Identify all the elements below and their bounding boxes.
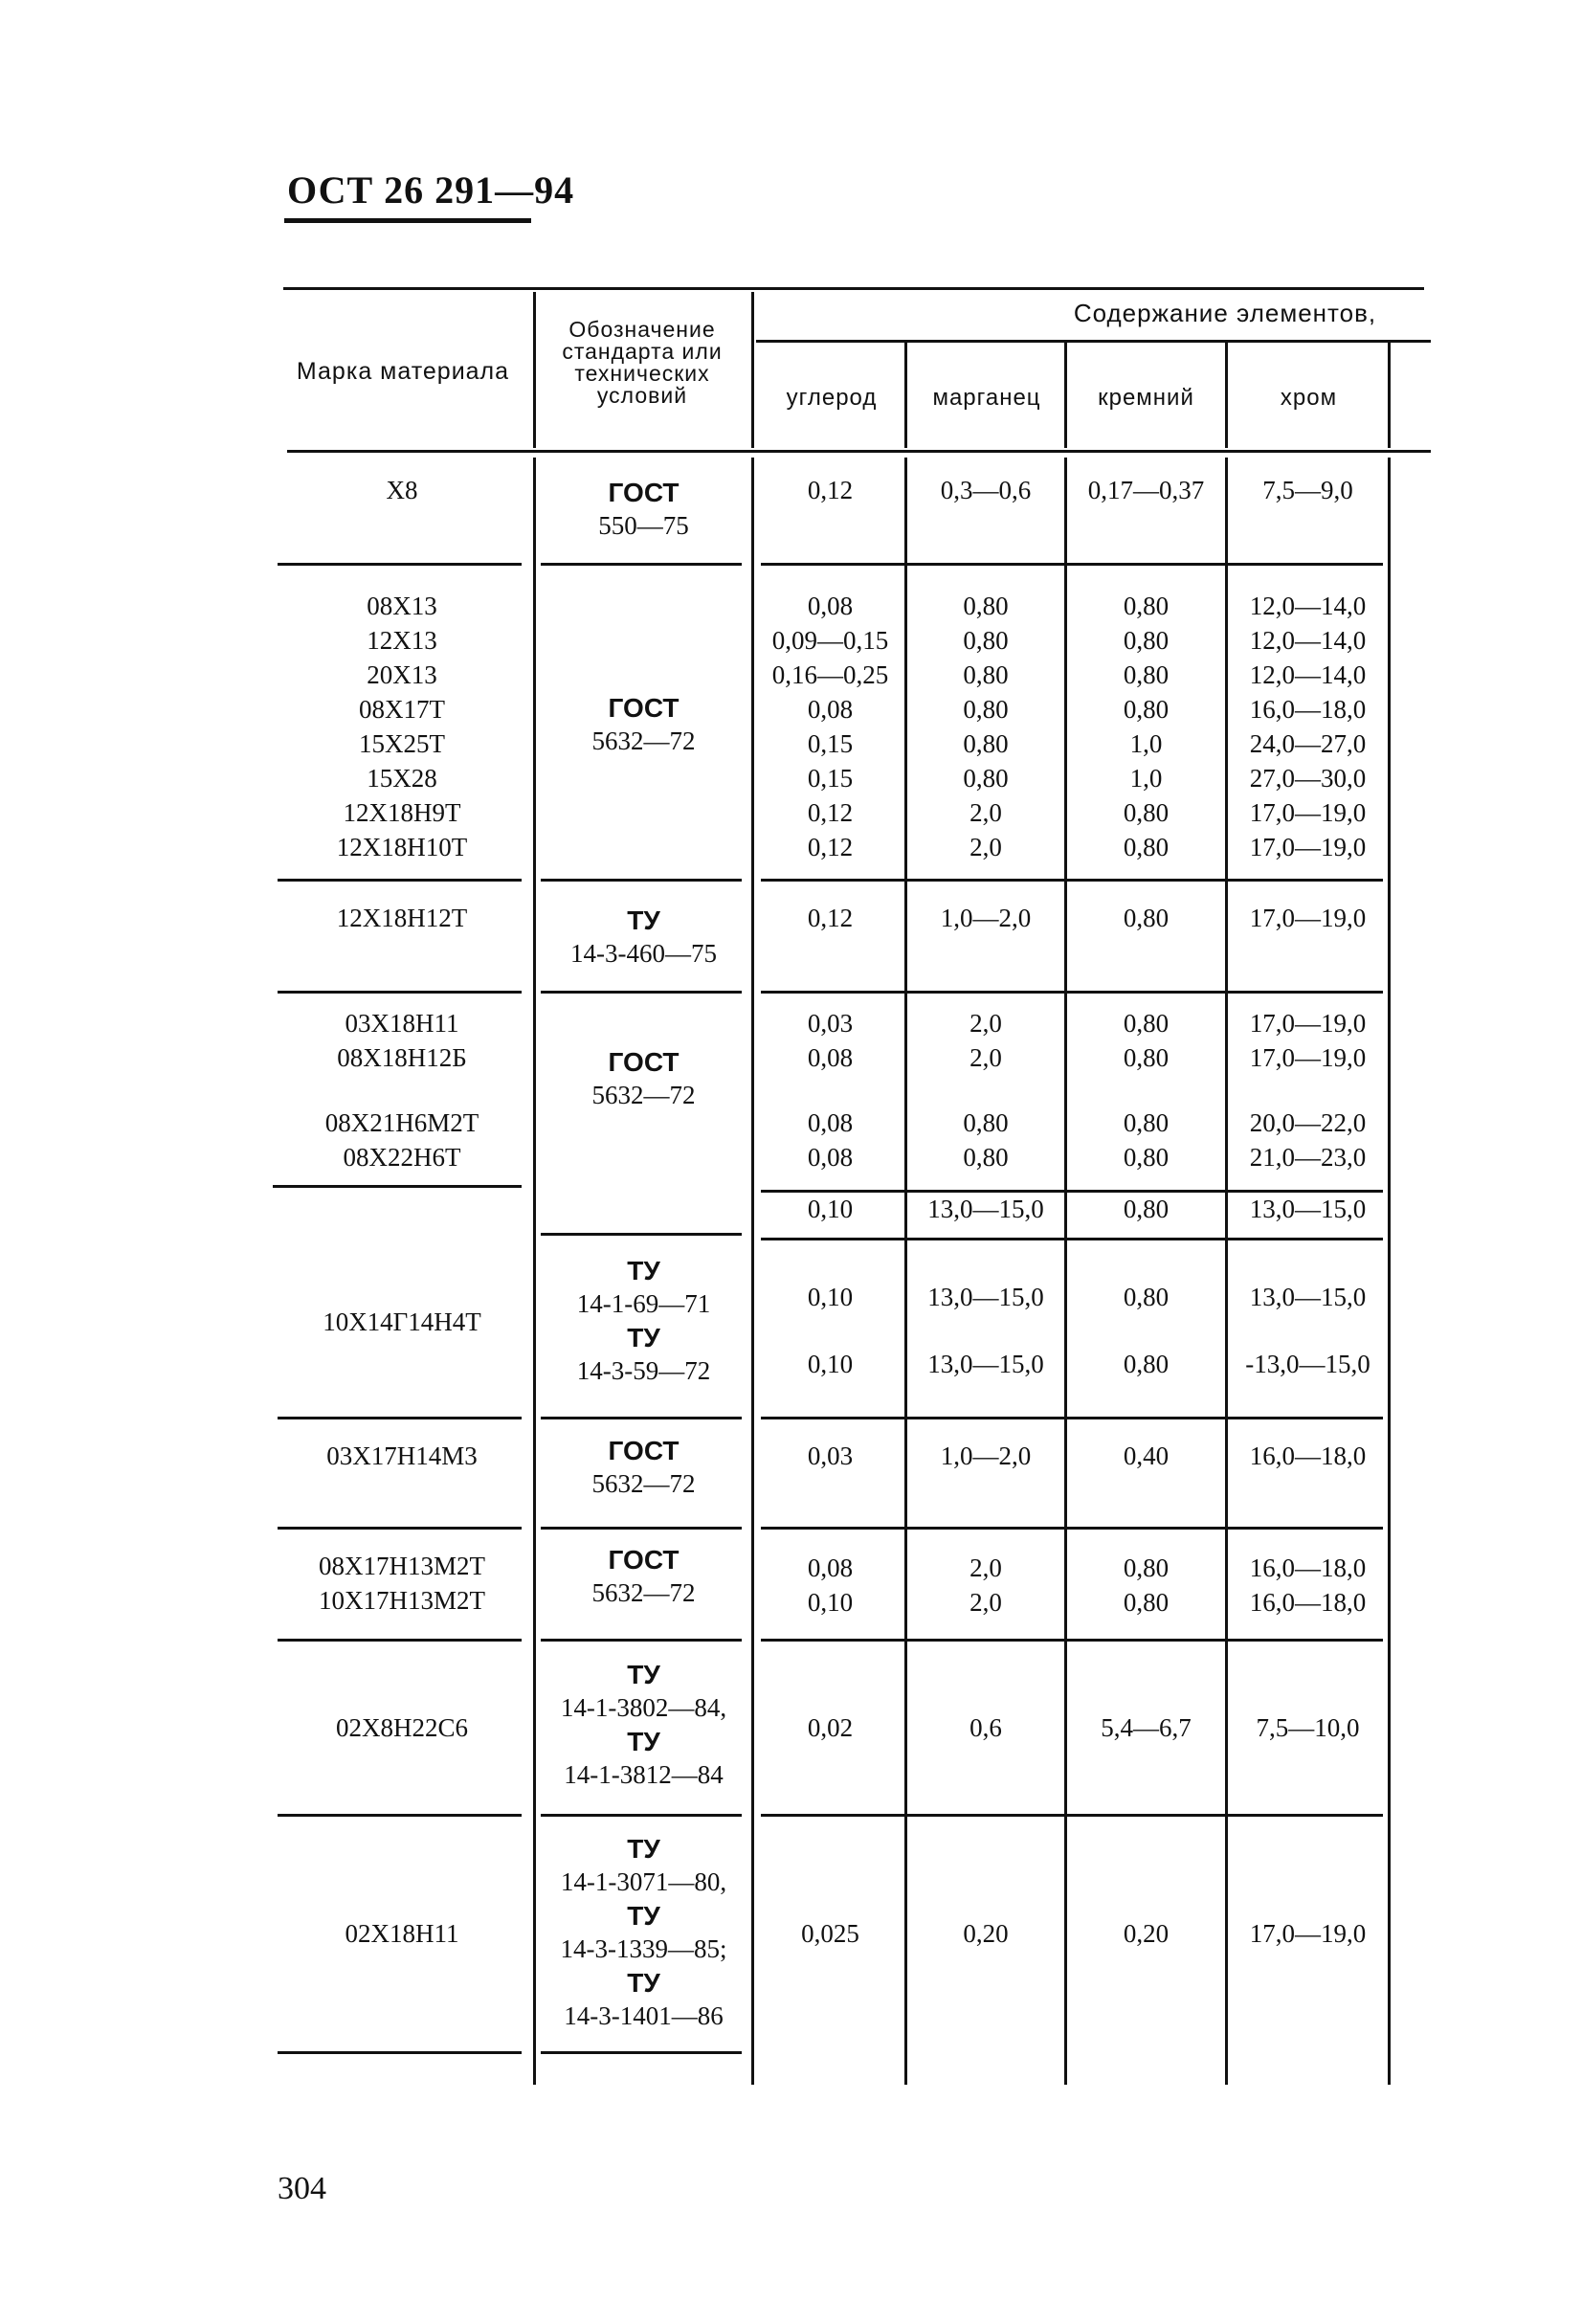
carbon-value: 0,08 [807, 1553, 854, 1582]
carbon-column [756, 1006, 904, 1174]
manganese-value: 2,0 [969, 1588, 1002, 1617]
material-grade: 12Х18Н12Т [336, 904, 468, 932]
group-rule [761, 1417, 1383, 1419]
silicon-value: 0,80 [1123, 1009, 1170, 1038]
carbon-value: 0,08 [807, 592, 854, 620]
chromium-value: 12,0—14,0 [1249, 592, 1367, 620]
group-rule [278, 1417, 522, 1419]
manganese-column [907, 589, 1064, 864]
carbon-value: 0,09—0,15 [771, 626, 889, 655]
group-rule [761, 1639, 1383, 1642]
manganese-value: 13,0—15,0 [927, 1350, 1044, 1378]
chromium-value: 16,0—18,0 [1249, 1441, 1367, 1470]
standard-number: 5632—72 [591, 1469, 696, 1498]
standard-number: 14-3-59—72 [576, 1356, 711, 1385]
group-rule [761, 1814, 1383, 1817]
group-rule [278, 563, 522, 566]
manganese-value: 2,0 [969, 1043, 1002, 1072]
body-vrule [751, 458, 754, 2085]
silicon-value: 5,4—6,7 [1101, 1713, 1192, 1742]
chromium-value: 16,0—18,0 [1249, 1553, 1367, 1582]
group-rule [761, 1190, 1383, 1193]
document-code: ОСТ 26 291—94 [287, 168, 575, 212]
group-rule [541, 1527, 742, 1530]
header-standard-line: условий [596, 383, 688, 408]
manganese-value: 2,0 [969, 1553, 1002, 1582]
chromium-column [1228, 589, 1388, 864]
silicon-value: 0,20 [1123, 1919, 1170, 1948]
group-rule [541, 563, 742, 566]
carbon-value: 0,16—0,25 [771, 660, 889, 689]
silicon-column [1067, 1006, 1225, 1174]
chromium-value: 13,0—15,0 [1249, 1195, 1367, 1223]
manganese-column [907, 1263, 1064, 1397]
chromium-value: 12,0—14,0 [1249, 626, 1367, 655]
standard-type: ГОСТ [608, 1545, 680, 1575]
manganese-value: 2,0 [969, 798, 1002, 827]
carbon-value: 0,10 [807, 1588, 854, 1617]
silicon-column [1067, 1551, 1225, 1620]
silicon-value: 0,80 [1123, 1195, 1170, 1223]
chromium-value: 7,5—10,0 [1256, 1713, 1360, 1742]
material-grade: 15Х25Т [359, 729, 445, 758]
material-grade: 12Х18Н10Т [336, 833, 468, 861]
standard-designation [536, 691, 751, 758]
standard-number: 14-3-1339—85; [560, 1934, 727, 1963]
header-vrule [904, 343, 907, 448]
standard-designation [536, 1434, 751, 1501]
carbon-value: 0,15 [807, 764, 854, 793]
manganese-value: 2,0 [969, 833, 1002, 861]
standard-designation [536, 904, 751, 971]
header-manganese: марганец [932, 385, 1041, 411]
carbon-value: 0,03 [807, 1009, 854, 1038]
group-rule [761, 1238, 1383, 1240]
chromium-value: 17,0—19,0 [1249, 1043, 1367, 1072]
carbon-column [756, 1263, 904, 1397]
standard-type: ТУ [627, 1901, 660, 1931]
material-grade: 20Х13 [367, 660, 437, 689]
group-rule [541, 991, 742, 994]
carbon-column [756, 1551, 904, 1620]
standard-number: 14-1-3071—80, [560, 1867, 727, 1896]
carbon-value: 0,10 [807, 1283, 854, 1311]
group-rule [761, 563, 1383, 566]
group-rule [278, 1639, 522, 1642]
material-grade: 08Х22Н6Т [343, 1143, 461, 1172]
silicon-value: 0,80 [1123, 592, 1170, 620]
material-grade: 03Х17Н14М3 [326, 1441, 478, 1470]
header-vrule [1388, 343, 1391, 448]
carbon-value: 0,12 [807, 904, 854, 932]
header-standard-line: технических [574, 361, 710, 386]
chromium-value: 21,0—23,0 [1249, 1143, 1367, 1172]
material-grade: 12Х18Н9Т [343, 798, 461, 827]
group-rule [541, 1233, 742, 1236]
carbon-value: 0,08 [807, 1043, 854, 1072]
silicon-value: 0,80 [1123, 695, 1170, 724]
group-rule [278, 1814, 522, 1817]
carbon-value: 0,025 [801, 1919, 859, 1948]
silicon-value: 0,40 [1123, 1441, 1170, 1470]
chromium-value: 17,0—19,0 [1249, 904, 1367, 932]
header-silicon: кремний [1098, 385, 1194, 411]
manganese-value: 0,20 [963, 1919, 1009, 1948]
standard-type: ТУ [627, 905, 660, 935]
material-grade: 08Х18Н12Б [337, 1043, 467, 1072]
material-grade: 12Х13 [367, 626, 437, 655]
header-standard-line: стандарта или [562, 339, 723, 364]
material-grade: Х8 [386, 476, 418, 504]
chromium-value: 17,0—19,0 [1249, 798, 1367, 827]
group-rule [541, 879, 742, 882]
material-grade: 03Х18Н11 [345, 1009, 459, 1038]
standard-type: ГОСТ [608, 1436, 680, 1465]
standard-designation [536, 1658, 751, 1792]
chromium-value: 7,5—9,0 [1262, 476, 1353, 504]
header-carbon: углерод [786, 385, 878, 411]
standard-number: 5632—72 [591, 1081, 696, 1109]
carbon-value: 0,02 [807, 1713, 854, 1742]
silicon-value: 0,80 [1123, 1143, 1170, 1172]
standard-type: ТУ [627, 1834, 660, 1864]
header-material: Марка материала [296, 358, 510, 385]
manganese-value: 13,0—15,0 [927, 1283, 1044, 1311]
silicon-value: 0,80 [1123, 626, 1170, 655]
standard-type: ТУ [627, 1256, 660, 1285]
header-content: Содержание элементов, [1073, 299, 1377, 327]
carbon-value: 0,08 [807, 695, 854, 724]
group-rule [541, 1639, 742, 1642]
carbon-value: 0,10 [807, 1350, 854, 1378]
chromium-column [1228, 1551, 1388, 1620]
carbon-value: 0,12 [807, 476, 854, 504]
manganese-value: 0,80 [963, 764, 1009, 793]
silicon-value: 0,80 [1123, 1350, 1170, 1378]
manganese-value: 0,80 [963, 660, 1009, 689]
chromium-value: 17,0—19,0 [1249, 1009, 1367, 1038]
header-standard [536, 319, 748, 407]
group-rule [761, 991, 1383, 994]
header-vrule [1225, 343, 1228, 448]
chromium-value: 27,0—30,0 [1249, 764, 1367, 793]
standard-number: 550—75 [598, 511, 689, 540]
silicon-value: 0,80 [1123, 1283, 1170, 1311]
standard-type: ТУ [627, 1727, 660, 1756]
chromium-value: 16,0—18,0 [1249, 1588, 1367, 1617]
manganese-value: 0,80 [963, 1143, 1009, 1172]
standard-designation [536, 1254, 751, 1388]
chromium-value: 17,0—19,0 [1249, 1919, 1367, 1948]
material-grade-list [278, 589, 526, 864]
material-grade: 08Х17Н13М2Т [319, 1552, 485, 1580]
material-grade: 08Х17Т [359, 695, 445, 724]
manganese-value: 13,0—15,0 [927, 1195, 1044, 1223]
content-header-rule [756, 340, 1431, 343]
silicon-value: 1,0 [1129, 764, 1163, 793]
material-grade-list [278, 1549, 526, 1618]
standard-type: ТУ [627, 1968, 660, 1998]
standard-number: 5632—72 [591, 726, 696, 755]
material-grade: 08Х13 [367, 592, 437, 620]
header-vrule [533, 292, 536, 448]
silicon-column [1067, 589, 1225, 864]
silicon-value: 0,17—0,37 [1087, 476, 1205, 504]
silicon-column [1067, 1263, 1225, 1397]
header-bottom-rule [287, 450, 1431, 453]
carbon-value: 0,15 [807, 729, 854, 758]
carbon-value: 0,08 [807, 1108, 854, 1137]
chromium-column [1228, 1263, 1388, 1397]
standard-type: ГОСТ [608, 478, 680, 507]
header-chromium: хром [1280, 385, 1338, 411]
carbon-value: 0,08 [807, 1143, 854, 1172]
standard-type: ТУ [627, 1660, 660, 1689]
manganese-column [907, 1006, 1064, 1174]
standard-type: ТУ [627, 1323, 660, 1352]
manganese-value: 0,80 [963, 626, 1009, 655]
group-rule [761, 1527, 1383, 1530]
material-grade: 08Х21Н6М2Т [324, 1108, 479, 1137]
standard-number: 14-1-3812—84 [564, 1760, 724, 1789]
standard-number: 5632—72 [591, 1578, 696, 1607]
carbon-column [756, 589, 904, 864]
silicon-value: 0,80 [1123, 1553, 1170, 1582]
chromium-value: 17,0—19,0 [1249, 833, 1367, 861]
material-grade: 10Х17Н13М2Т [319, 1586, 485, 1615]
material-grade: 15Х28 [367, 764, 437, 793]
silicon-value: 1,0 [1129, 729, 1163, 758]
material-grade-list [278, 1006, 526, 1174]
group-rule [761, 879, 1383, 882]
table-bottom-rule [278, 2051, 522, 2054]
standard-designation [536, 1832, 751, 2033]
manganese-value: 0,80 [963, 729, 1009, 758]
chromium-value: -13,0—15,0 [1245, 1350, 1370, 1378]
standard-number: 14-3-460—75 [570, 939, 717, 968]
carbon-value: 0,10 [807, 1195, 854, 1223]
chromium-column [1228, 1006, 1388, 1174]
chromium-value: 13,0—15,0 [1249, 1283, 1367, 1311]
manganese-column [907, 1551, 1064, 1620]
standard-type: ГОСТ [608, 693, 680, 723]
standard-designation [536, 476, 751, 543]
silicon-value: 0,80 [1123, 1043, 1170, 1072]
standard-type: ГОСТ [608, 1047, 680, 1077]
standard-number: 14-1-69—71 [576, 1289, 711, 1318]
silicon-value: 0,80 [1123, 833, 1170, 861]
standard-designation [536, 1543, 751, 1610]
manganese-value: 0,80 [963, 695, 1009, 724]
silicon-value: 0,80 [1123, 904, 1170, 932]
standard-number: 14-3-1401—86 [564, 2001, 724, 2030]
group-rule [278, 1527, 522, 1530]
carbon-value: 0,12 [807, 833, 854, 861]
silicon-value: 0,80 [1123, 1588, 1170, 1617]
header-vrule [1064, 343, 1067, 448]
carbon-value: 0,03 [807, 1441, 854, 1470]
header-vrule [751, 292, 754, 448]
group-rule [541, 1417, 742, 1419]
manganese-value: 0,3—0,6 [940, 476, 1032, 504]
silicon-value: 0,80 [1123, 660, 1170, 689]
manganese-value: 1,0—2,0 [940, 1441, 1032, 1470]
table-bottom-rule [541, 2051, 742, 2054]
standard-number: 14-1-3802—84, [560, 1693, 727, 1722]
chromium-value: 24,0—27,0 [1249, 729, 1367, 758]
header-standard-line: Обозначение [568, 317, 716, 342]
chromium-value: 20,0—22,0 [1249, 1108, 1367, 1137]
silicon-value: 0,80 [1123, 1108, 1170, 1137]
chromium-value: 12,0—14,0 [1249, 660, 1367, 689]
page-number: 304 [278, 2171, 326, 2206]
group-rule [278, 879, 522, 882]
body-vrule [1388, 458, 1391, 2085]
manganese-value: 0,80 [963, 592, 1009, 620]
material-grade: 10Х14Г14Н4Т [323, 1307, 481, 1336]
material-grade: 02Х8Н22С6 [335, 1713, 468, 1742]
group-rule [273, 1185, 522, 1188]
manganese-value: 1,0—2,0 [940, 904, 1032, 932]
carbon-value: 0,12 [807, 798, 854, 827]
manganese-value: 0,80 [963, 1108, 1009, 1137]
group-rule [541, 1814, 742, 1817]
silicon-value: 0,80 [1123, 798, 1170, 827]
chromium-value: 16,0—18,0 [1249, 695, 1367, 724]
manganese-value: 0,6 [969, 1713, 1002, 1742]
group-rule [278, 991, 522, 994]
material-grade: 02Х18Н11 [345, 1919, 459, 1948]
table-top-rule [283, 287, 1424, 290]
manganese-value: 2,0 [969, 1009, 1002, 1038]
standard-designation [536, 1045, 751, 1112]
